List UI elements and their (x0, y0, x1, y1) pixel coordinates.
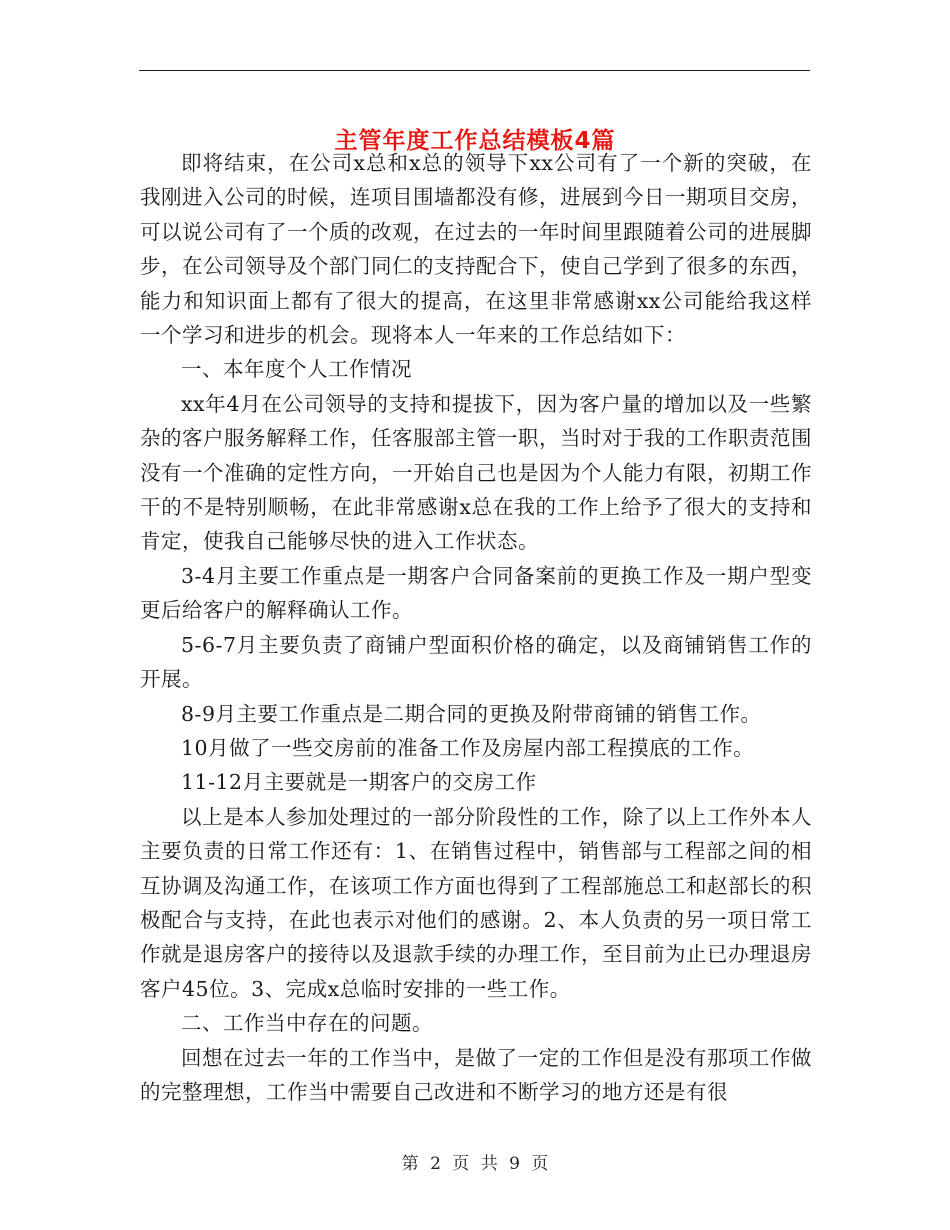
paragraph-aug-sep: 8-9月主要工作重点是二期合同的更换及附带商铺的销售工作。 (181, 701, 762, 726)
paragraph-intro: 即将结束，在公司x总和x总的领导下xx公司有了一个新的突破，在我刚进入公司的时候，连项目围墙都没有修，进展到今日一期项目交房，可以说公司有了一个质的改观，在过去的一年时间里跟随着公司的进展脚步，在公司领导及个部门同仁的支持配合下，使自己学到了很多的东西，能力和知识面上都有了很大的提高，在这里非常感谢xx公司能给我这样一个学习和进步的机会。现将本人一年来的工作总结如下： (140, 151, 812, 348)
document-body (140, 146, 812, 1109)
paragraph-april: xx年4月在公司领导的支持和提拔下，因为客户量的增加以及一些繁杂的客户服务解释工作，任客服部主管一职，当时对于我的工作职责范围没有一个准确的定性方向，一开始自己也是因为个人能力有限，初期工作干的不是特别顺畅，在此非常感谢x总在我的工作上给予了很大的支持和肯定，使我自己能够尽快的进入工作状态。 (140, 391, 812, 554)
paragraph-mar-apr: 3-4月主要工作重点是一期客户合同备案前的更换工作及一期户型变更后给客户的解释确认工作。 (140, 563, 812, 623)
paragraph-nov-dec: 11-12月主要就是一期客户的交房工作 (181, 770, 537, 795)
section-heading-1: 一、本年度个人工作情况 (181, 357, 412, 382)
header-rule (139, 70, 810, 71)
section-heading-2: 二、工作当中存在的问题。 (181, 1011, 433, 1036)
paragraph-may-jul: 5-6-7月主要负责了商铺户型面积价格的确定，以及商铺销售工作的开展。 (140, 632, 812, 692)
paragraph-reflection: 回想在过去一年的工作当中，是做了一定的工作但是没有那项工作做的完整理想，工作当中需要自己改进和不断学习的地方还是有很 (140, 1045, 812, 1104)
paragraph-oct: 10月做了一些交房前的准备工作及房屋内部工程摸底的工作。 (181, 735, 755, 760)
document-title: 主管年度工作总结模板4篇 (334, 128, 616, 155)
page-number: 第 2 页 共 9 页 (401, 1154, 549, 1174)
paragraph-daily-work: 以上是本人参加处理过的一部分阶段性的工作，除了以上工作外本人主要负责的日常工作还有：1、在销售过程中，销售部与工程部之间的相互协调及沟通工作，在该项工作方面也得到了工程部施总工和赵部长的积极配合与支持，在此也表示对他们的感谢。2、本人负责的另一项日常工作就是退房客户的接待以及退款手续的办理工作，至目前为止已办理退房客户45位。3、完成x总临时安排的一些工作。 (140, 804, 812, 1001)
